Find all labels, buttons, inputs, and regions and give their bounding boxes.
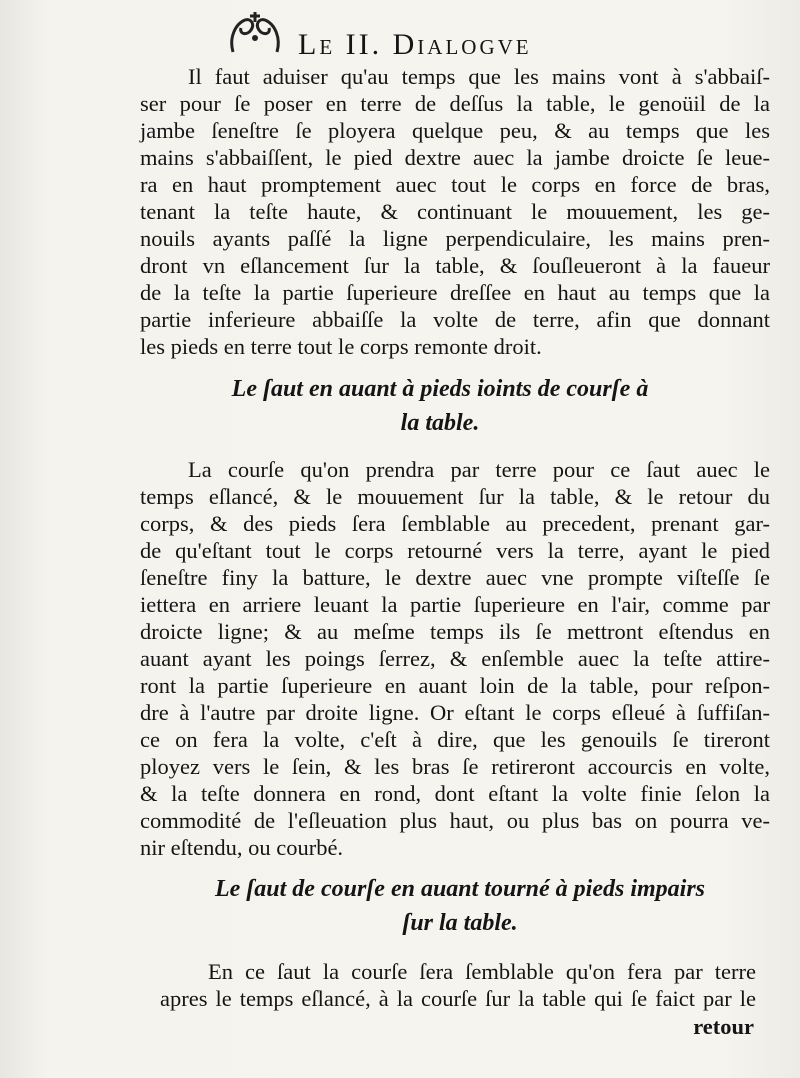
paragraph-3 bbox=[160, 958, 756, 1012]
text-line: ployez vers le ſein, & les bras ſe retireront accourcis en volte, bbox=[140, 754, 770, 779]
page-header: Le II. Dialogve bbox=[298, 28, 532, 61]
text-line: auant ayant les poings ſerrez, & enſemble auec la teſte attire- bbox=[140, 646, 770, 671]
paragraph-2 bbox=[140, 456, 770, 861]
text-line: mains s'abbaiſſent, le pied dextre auec la jambe droicte ſe leue- bbox=[140, 145, 770, 170]
heading-line: la table. bbox=[400, 410, 480, 436]
text-line: apres le temps eſlancé, à la courſe ſur la table qui ſe faict par le bbox=[160, 986, 756, 1011]
heading-line: ſur la table. bbox=[402, 910, 518, 936]
text-line: En ce ſaut la courſe ſera ſemblable qu'on fera par terre bbox=[208, 959, 756, 984]
text-line: iettera en arriere leuant la partie ſuperieure en l'air, comme par bbox=[140, 592, 770, 617]
text-line: ser pour ſe poser en terre de deſſus la table, le genoüil de la bbox=[140, 91, 770, 116]
text-line: de la teſte la partie ſuperieure dreſſee en haut au temps que la bbox=[140, 280, 770, 305]
text-line: droicte ligne; & au meſme temps ils ſe mettront eſtendus en bbox=[140, 619, 770, 644]
text-line: dre à l'autre par droite ligne. Or eſtant le corps eſleué à ſuffiſan- bbox=[140, 700, 770, 725]
text-line: nouils ayants paſſé la ligne perpendiculaire, les mains pren- bbox=[140, 226, 770, 251]
text-line: ſeneſtre finy la batture, le dextre auec vne prompte viſteſſe ſe bbox=[140, 565, 770, 590]
paragraph-1 bbox=[140, 63, 770, 360]
heading-line: Le ſaut de courſe en auant tourné à pieds impairs bbox=[214, 876, 706, 902]
text-line: dront vn eſlancement ſur la table, & ſouſleueront à la faueur bbox=[140, 253, 770, 278]
ornament-icon bbox=[225, 8, 285, 58]
text-line: les pieds en terre tout le corps remonte droit. bbox=[140, 334, 542, 359]
text-line: La courſe qu'on prendra par terre pour ce ſaut auec le bbox=[188, 457, 770, 482]
text-line: corps, & des pieds ſera ſemblable au precedent, prenant gar- bbox=[140, 511, 770, 536]
text-line: tenant la teſte haute, & continuant le mouuement, les ge- bbox=[140, 199, 770, 224]
section-heading-2 bbox=[180, 872, 740, 940]
text-line: ce on fera la volte, c'eſt à dire, que les genouils ſe tireront bbox=[140, 727, 770, 752]
text-line: ront la partie ſuperieure en auant loin de la table, pour reſpon- bbox=[140, 673, 770, 698]
text-line: temps eſlancé, & le mouuement ſur la table, & le retour du bbox=[140, 484, 770, 509]
text-line: commodité de l'eſleuation plus haut, ou plus bas on pourra ve- bbox=[140, 808, 770, 833]
catchword: retour bbox=[693, 1014, 754, 1039]
text-line: de qu'eſtant tout le corps retourné vers la terre, ayant le pied bbox=[140, 538, 770, 563]
text-line: ra en haut promptement auec tout le corps en force de bras, bbox=[140, 172, 770, 197]
text-line: Il faut aduiser qu'au temps que les mains vont à s'abbaiſ- bbox=[188, 64, 770, 89]
text-line: nir eſtendu, ou courbé. bbox=[140, 835, 344, 860]
section-heading-1 bbox=[200, 372, 680, 440]
text-line: jambe ſeneſtre ſe ployera quelque peu, & au temps que les bbox=[140, 118, 770, 143]
text-line: & la teſte donnera en rond, dont eſtant la volte finie ſelon la bbox=[140, 781, 770, 806]
text-line: partie inferieure abbaiſſe la volte de terre, afin que donnant bbox=[140, 307, 770, 332]
heading-line: Le ſaut en auant à pieds ioints de courſe à bbox=[231, 376, 649, 402]
